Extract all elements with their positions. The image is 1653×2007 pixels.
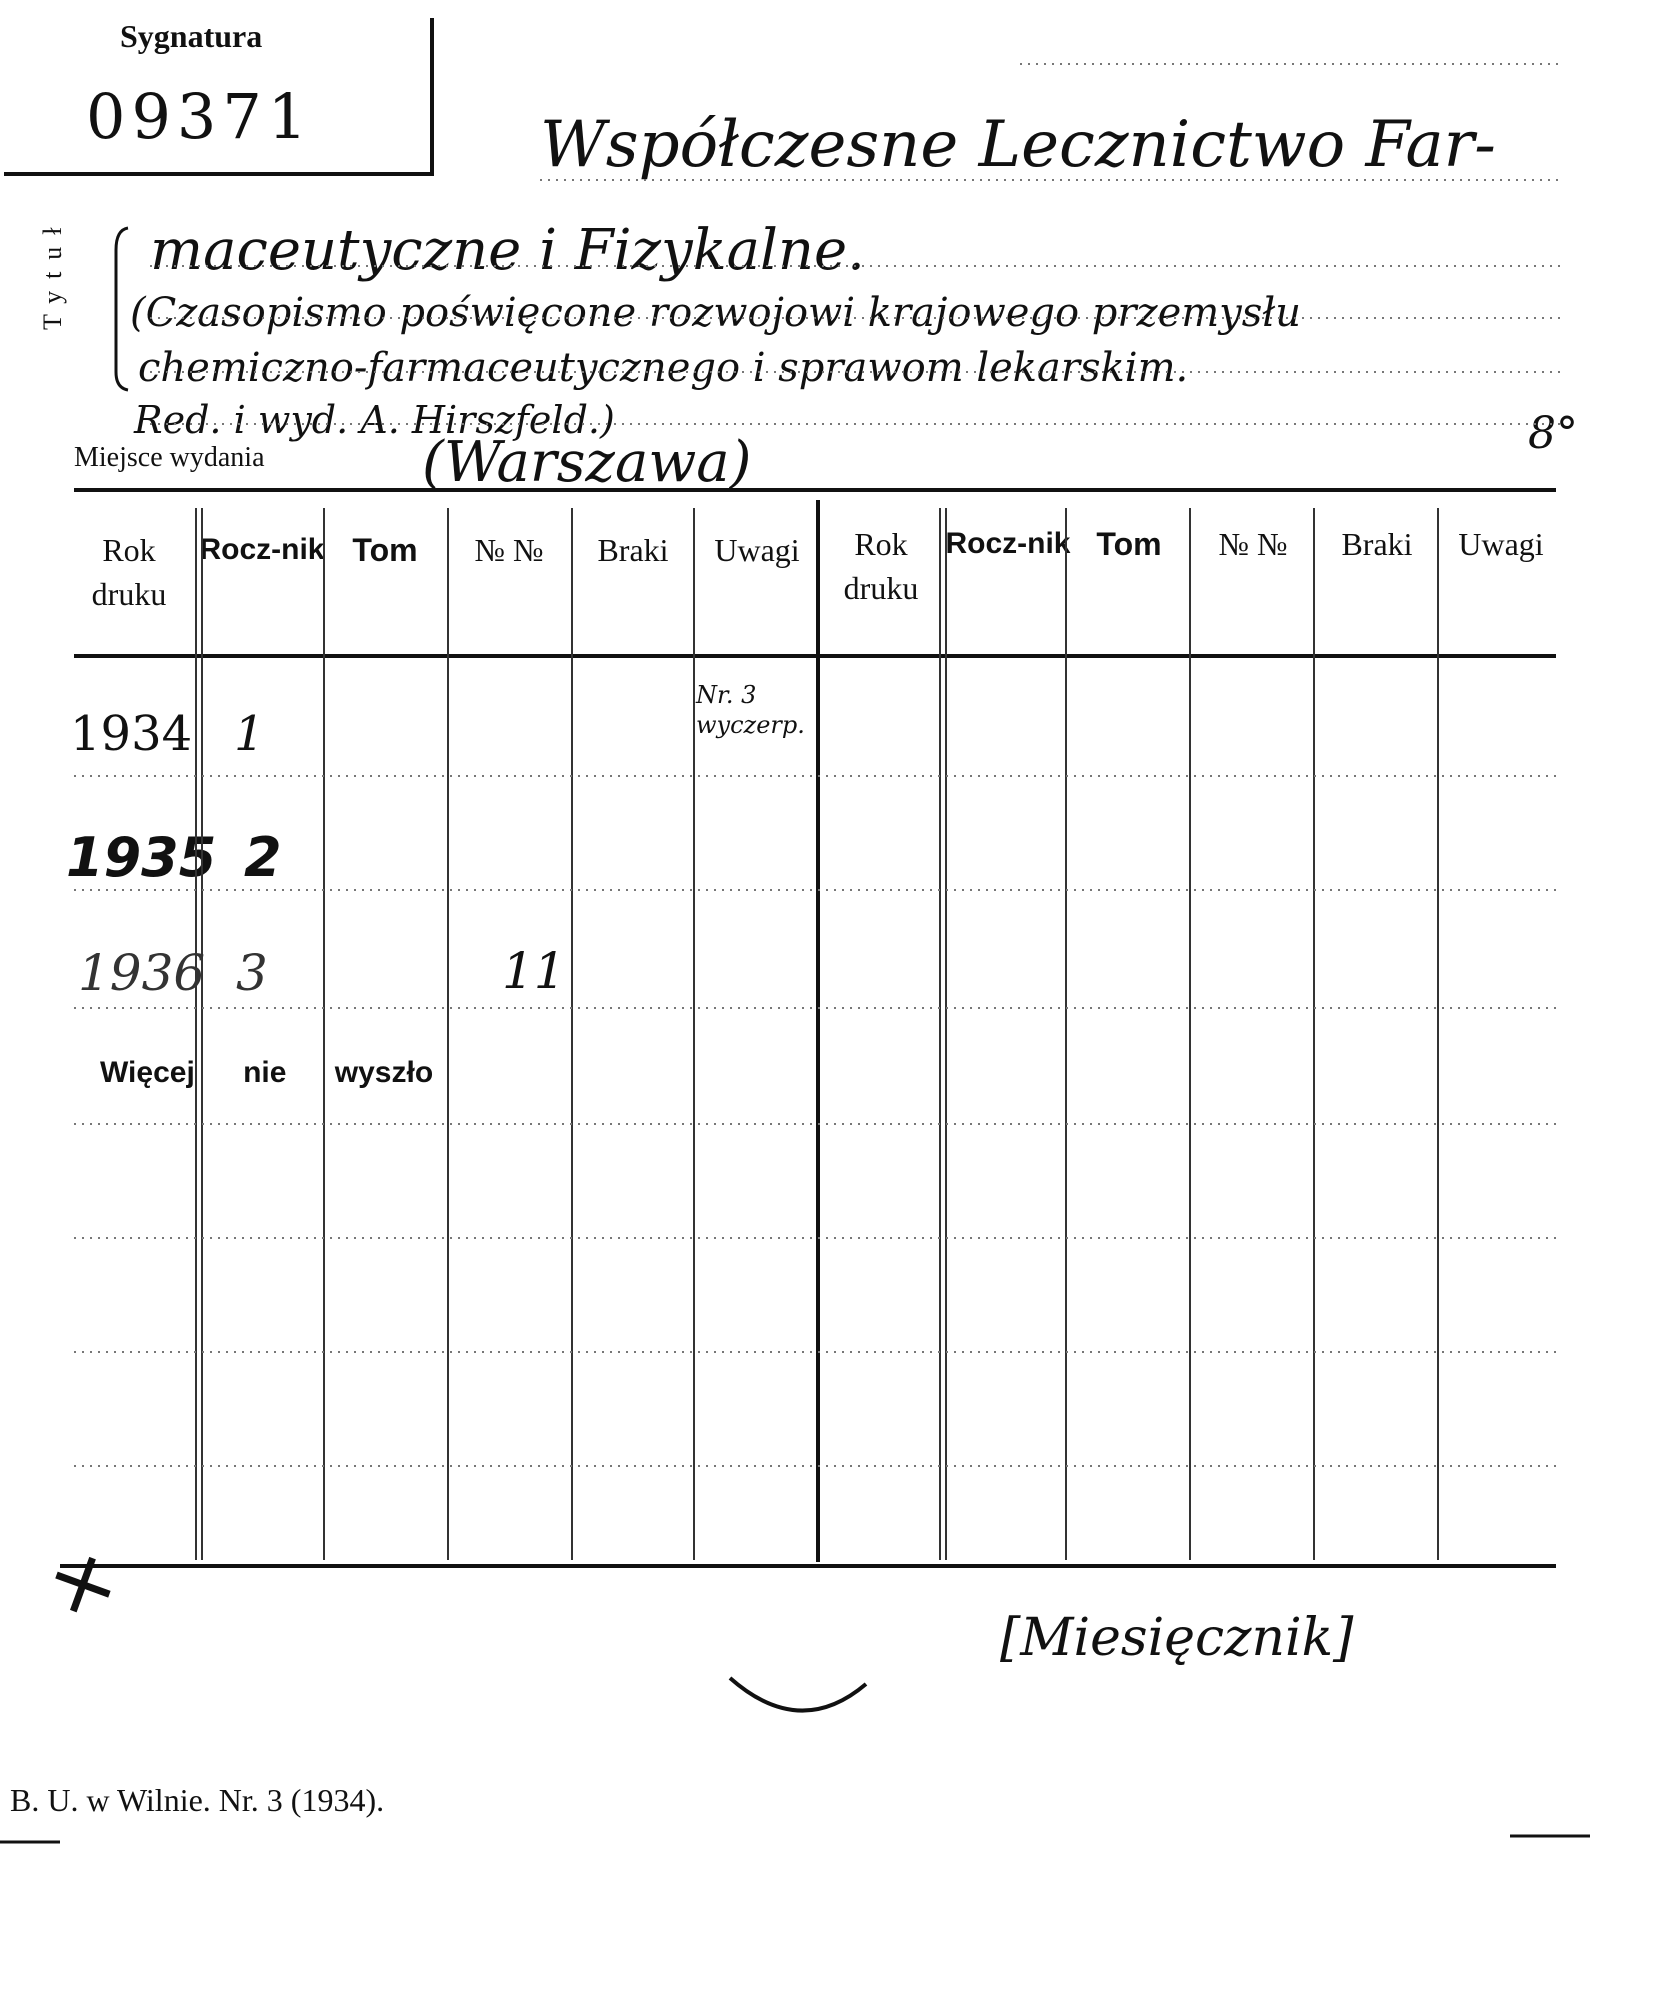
place-label: Miejsce wydania bbox=[74, 442, 265, 473]
row-1935-rok: 1935 bbox=[66, 826, 217, 889]
cross-mark: + bbox=[30, 1520, 138, 1645]
row-1936-rok: 1936 bbox=[78, 944, 206, 1002]
title-line-1: Współczesne Lecznictwo Far- bbox=[540, 108, 1496, 182]
row-1934-rocznik: 1 bbox=[234, 706, 265, 762]
header-rok-druku-left: Rok druku bbox=[91, 532, 167, 612]
stamp-wiecej-nie-wyszlo: Więcej nie wyszło bbox=[100, 1056, 434, 1089]
frequency-note: [Miesięcznik] bbox=[1000, 1608, 1354, 1668]
row-1934-rok: 1934 bbox=[70, 706, 193, 762]
subtitle-line-2: chemiczno-farmaceutycznego i sprawom lekarskim. bbox=[138, 345, 1189, 391]
header-rocznik-right: Rocz-nik bbox=[945, 527, 1071, 560]
header-numery-right: № № bbox=[1218, 526, 1288, 562]
header-numery-left: № № bbox=[474, 532, 544, 568]
footer-print: B. U. w Wilnie. Nr. 3 (1934). bbox=[10, 1782, 385, 1818]
subtitle-line-3: Red. i wyd. A. Hirszfeld.) bbox=[134, 398, 615, 442]
header-tom-right: Tom bbox=[1096, 526, 1162, 562]
title-side-label: Tytuł bbox=[38, 215, 67, 330]
title-line-2: maceutyczne i Fizykalne. bbox=[150, 218, 865, 283]
place-value: (Warszawa) bbox=[422, 430, 752, 495]
header-tom-left: Tom bbox=[352, 532, 418, 568]
header-braki-right: Braki bbox=[1341, 526, 1413, 562]
header-uwagi-left: Uwagi bbox=[714, 532, 800, 568]
row-1934-uwagi: Nr. 3 wyczerp. bbox=[696, 681, 805, 739]
row-1936-rocznik: 3 bbox=[236, 944, 268, 1002]
smile-mark bbox=[730, 1678, 866, 1711]
signature-value: 09371 bbox=[86, 80, 314, 153]
subtitle-line-1: (Czasopismo poświęcone rozwojowi krajowego przemysłu bbox=[130, 290, 1302, 336]
title-bracket bbox=[116, 228, 128, 390]
header-rocznik-left: Rocz-nik bbox=[199, 533, 325, 566]
header-braki-left: Braki bbox=[597, 532, 669, 568]
signature-label: Sygnatura bbox=[120, 18, 263, 54]
header-uwagi-right: Uwagi bbox=[1458, 526, 1544, 562]
header-rok-druku-right: Rok druku bbox=[843, 526, 919, 606]
row-dotted-lines bbox=[74, 776, 1556, 1466]
row-1935-rocznik: 2 bbox=[244, 826, 282, 889]
format-mark: 8° bbox=[1528, 408, 1578, 459]
row-1936-numery: 11 bbox=[502, 942, 566, 1000]
